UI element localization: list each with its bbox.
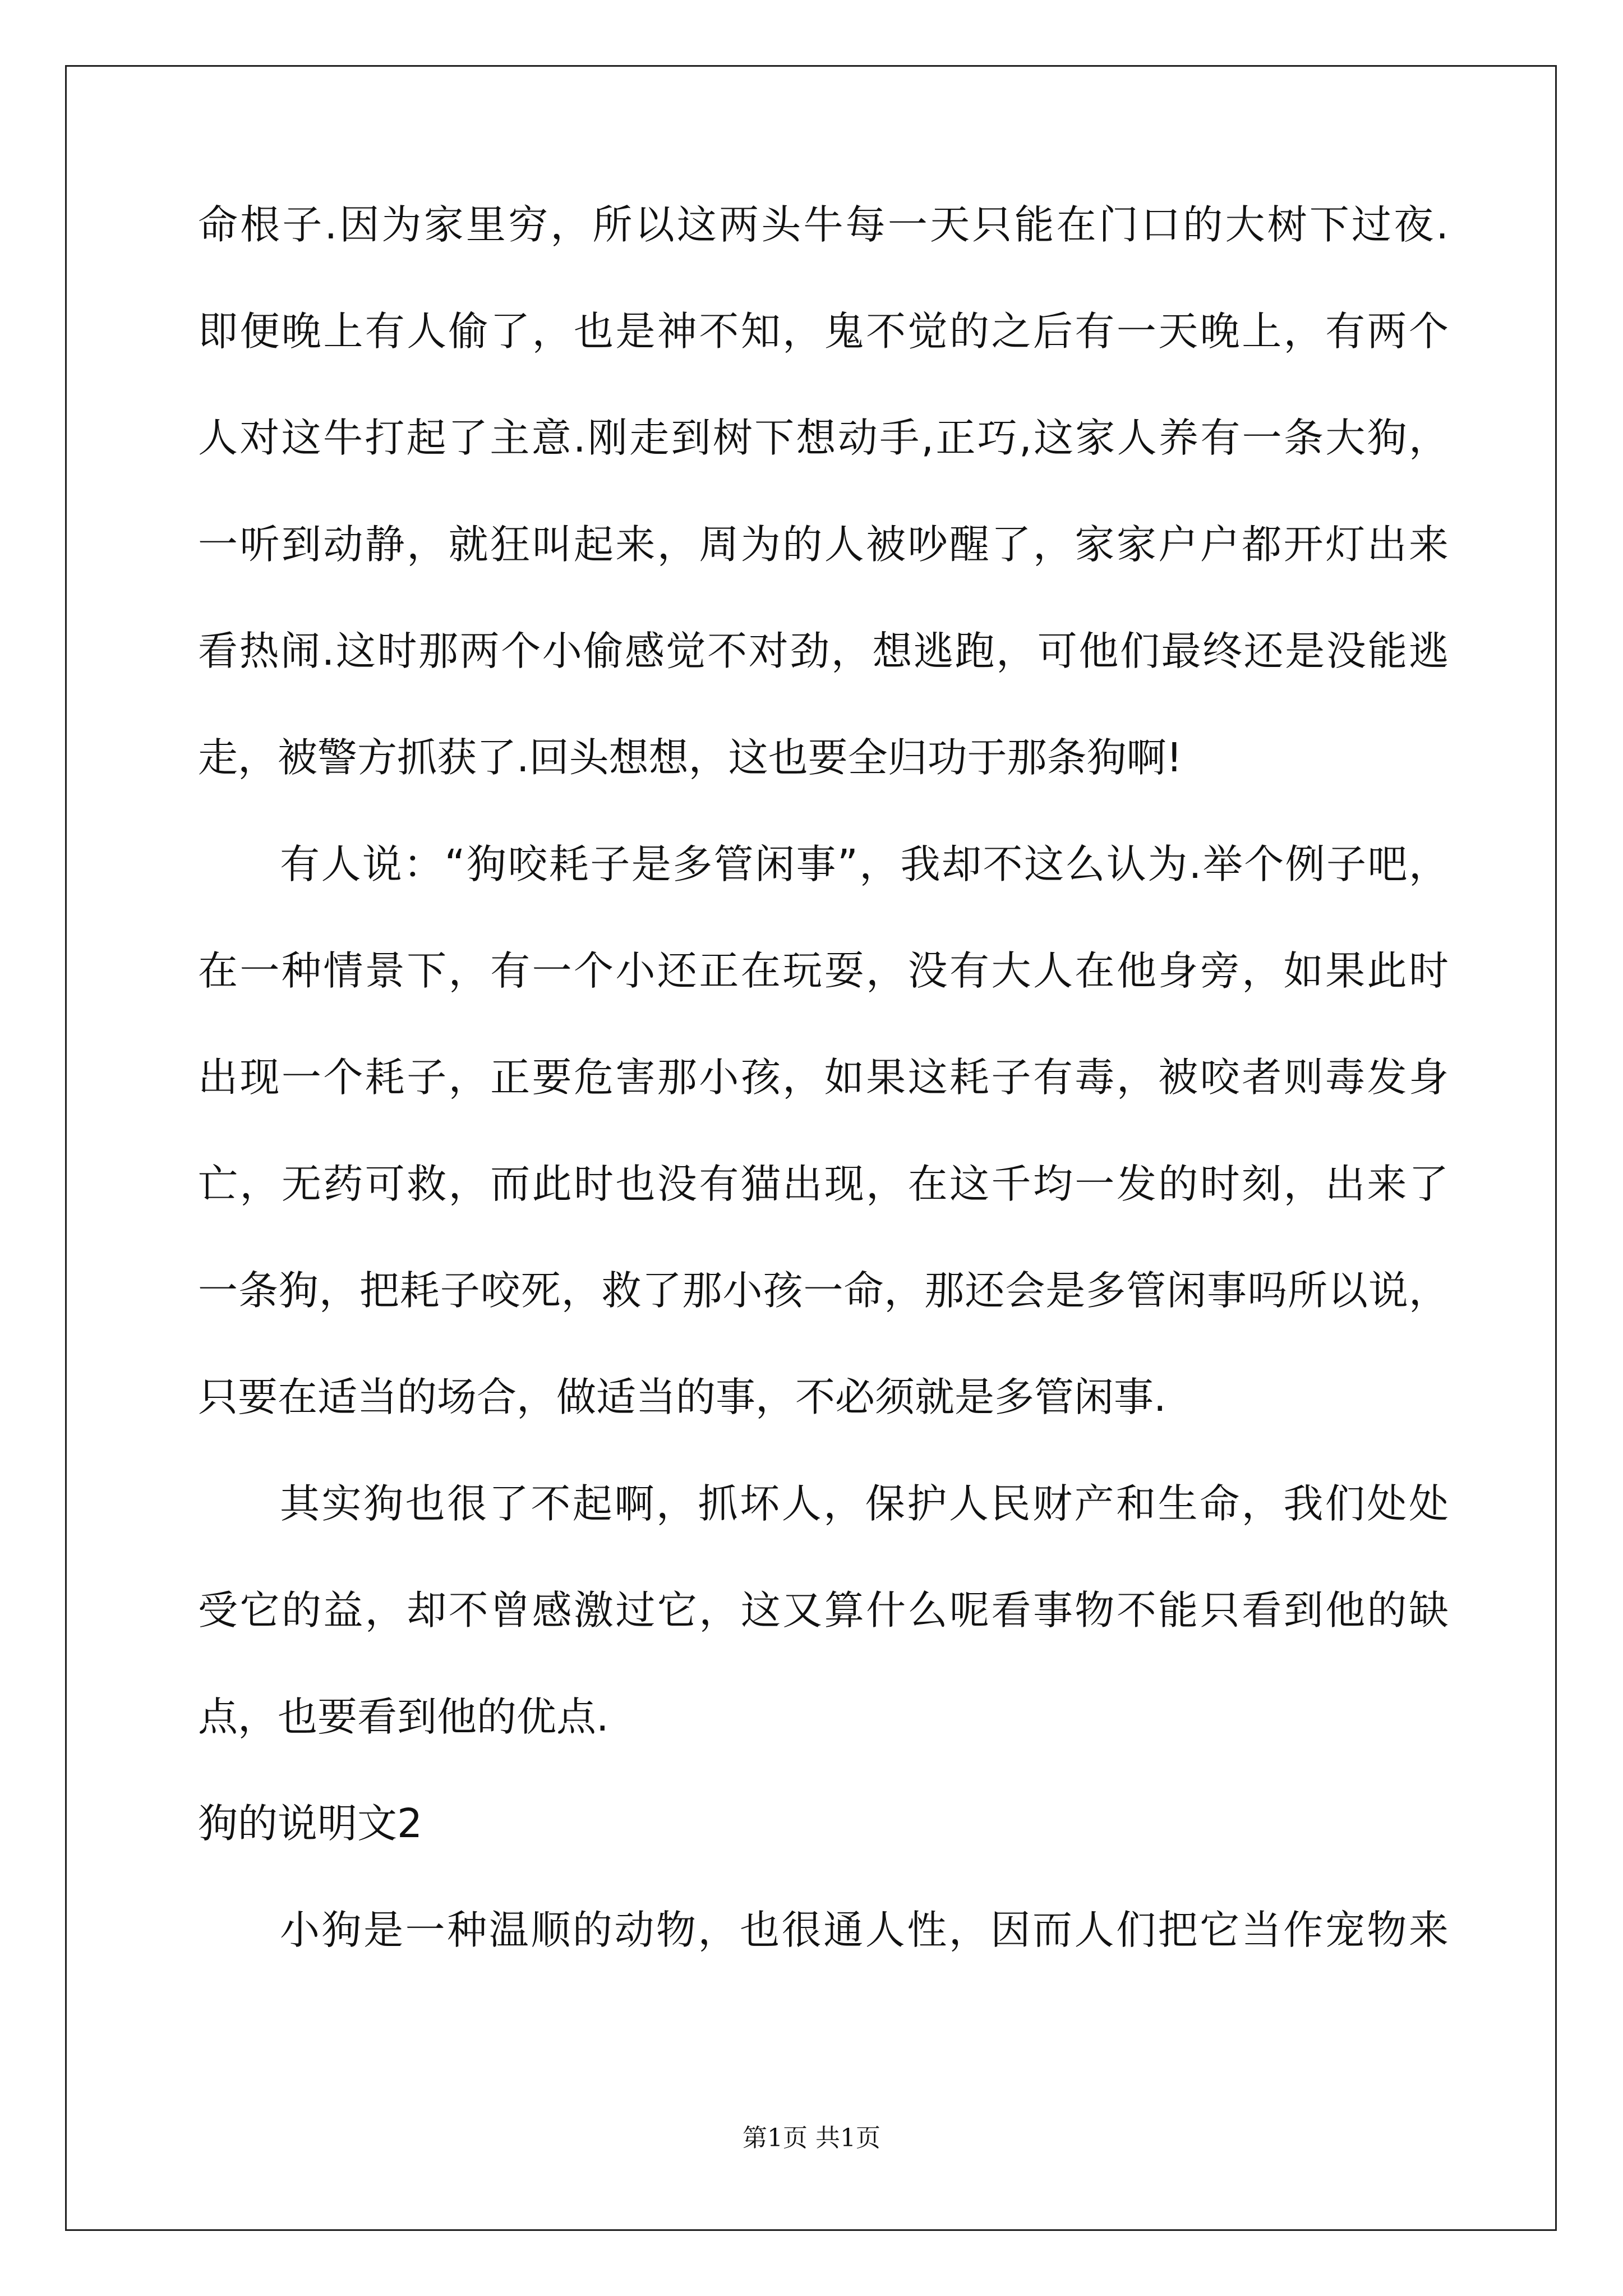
text-line: 在一种情景下，有一个小还正在玩耍，没有大人在他身旁，如果此时 bbox=[198, 947, 1449, 994]
text-line: 人对这牛打起了主意.刚走到树下想动手,正巧,这家人养有一条大狗， bbox=[198, 415, 1449, 461]
text-line: 走，被警方抓获了.回头想想，这也要全归功于那条狗啊! bbox=[198, 734, 1183, 781]
text-line: 一条狗，把耗子咬死，救了那小孩一命，那还会是多管闲事吗所以说， bbox=[198, 1267, 1449, 1314]
text-line: 出现一个耗子，正要危害那小孩，如果这耗子有毒，被咬者则毒发身 bbox=[198, 1054, 1449, 1101]
paragraph-first-line: 有人说：“狗咬耗子是多管闲事”，我却不这么认为.举个例子吧， bbox=[280, 841, 1449, 887]
paragraph-first-line: 其实狗也很了不起啊，抓坏人，保护人民财产和生命，我们处处 bbox=[280, 1480, 1449, 1527]
section-heading: 狗的说明文2 bbox=[198, 1800, 423, 1847]
page-border bbox=[65, 65, 1557, 2231]
text-line: 命根子.因为家里穷，所以这两头牛每一天只能在门口的大树下过夜. bbox=[198, 201, 1449, 248]
text-line: 看热闹.这时那两个小偷感觉不对劲，想逃跑，可他们最终还是没能逃 bbox=[198, 628, 1449, 674]
page-number: 第1页 共1页 bbox=[743, 2124, 880, 2152]
text-line: 受它的益，却不曾感激过它，这又算什么呢看事物不能只看到他的缺 bbox=[198, 1587, 1449, 1634]
text-line: 只要在适当的场合，做适当的事，不必须就是多管闲事. bbox=[198, 1374, 1166, 1420]
paragraph-first-line: 小狗是一种温顺的动物，也很通人性，因而人们把它当作宠物来 bbox=[280, 1907, 1449, 1953]
text-line: 点，也要看到他的优点. bbox=[198, 1694, 609, 1740]
text-line: 一听到动静，就狂叫起来，周为的人被吵醒了，家家户户都开灯出来 bbox=[198, 521, 1449, 568]
text-line: 亡，无药可救，而此时也没有猫出现，在这千均一发的时刻，出来了 bbox=[198, 1161, 1449, 1207]
text-line: 即便晚上有人偷了，也是神不知，鬼不觉的之后有一天晚上，有两个 bbox=[198, 308, 1449, 355]
